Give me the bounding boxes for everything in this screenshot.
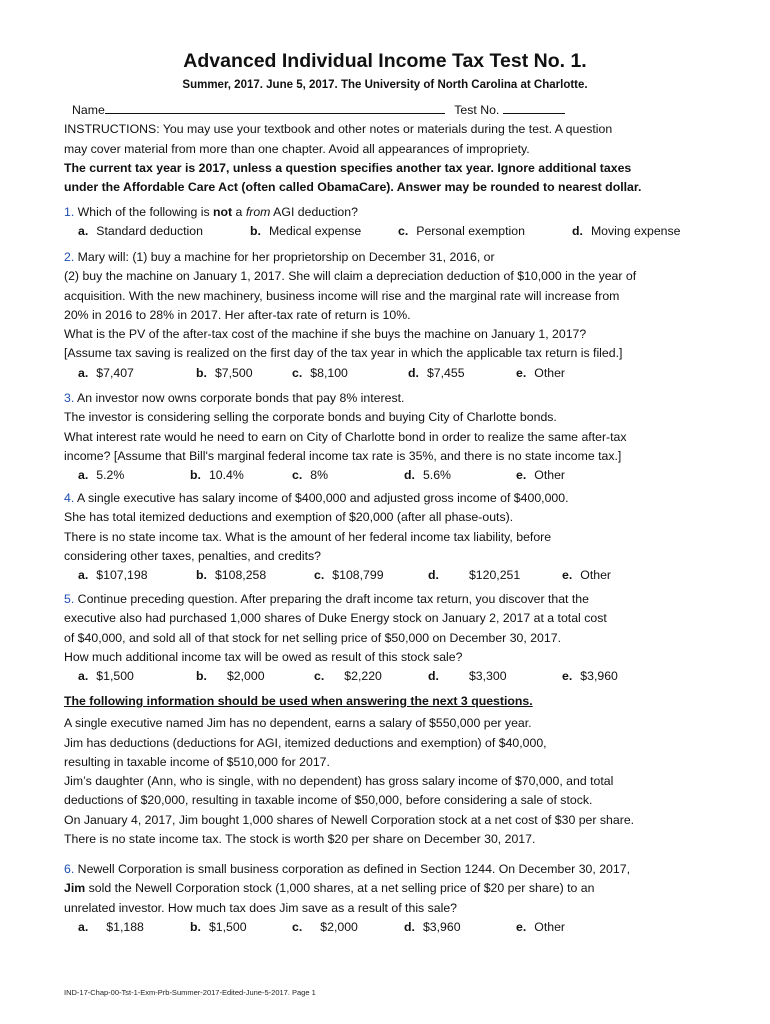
instructions-bold-2: under the Affordable Care Act (often called ObamaCare). Answer may be rounded to nearest dollar. <box>64 180 642 195</box>
page-footer: IND-17-Chap-00-Tst-1-Exm-Prb-Summer-2017-Edited-June-5-2017. Page 1 <box>64 988 316 997</box>
question-5-line: executive also had purchased 1,000 shares of Duke Energy stock on January 2, 2017 at a total cost <box>64 611 607 626</box>
instructions-block <box>64 100 714 197</box>
choice-c[interactable]: c. $8,100 <box>292 365 348 380</box>
question-2-line <box>64 248 714 267</box>
question-text: AGI deduction? <box>270 205 358 219</box>
question-4-line <box>64 489 714 508</box>
scenario-line: A single executive named Jim has no dependent, earns a salary of $550,000 per year. <box>64 716 532 731</box>
test-no-field[interactable] <box>503 100 565 114</box>
question-2 <box>64 248 714 383</box>
question-6-choices <box>64 918 714 937</box>
choice-b[interactable]: b. $2,000 <box>196 669 265 684</box>
question-6 <box>64 860 714 937</box>
page-subtitle: Summer, 2017. June 5, 2017. The University of North Carolina at Charlotte. <box>182 79 588 91</box>
scenario-line: deductions of $20,000, resulting in taxable income of $50,000, before considering a sale of stock. <box>64 793 593 808</box>
question-5-choices <box>64 667 714 686</box>
choice-b[interactable]: b. 10.4% <box>190 468 244 483</box>
question-text: sold the Newell Corporation stock (1,000 shares, at a net selling price of $20 per share) to an <box>85 881 595 896</box>
question-text: Which of the following is <box>74 205 214 219</box>
question-number: 2. <box>64 250 75 264</box>
name-line <box>64 100 714 120</box>
question-1-choices <box>64 222 714 241</box>
scenario-line: resulting in taxable income of $510,000 for 2017. <box>64 754 330 769</box>
choice-d[interactable]: d. $3,960 <box>404 919 461 934</box>
question-5-line: of $40,000, and sold all of that stock for net selling price of $50,000 on December 30, 2017. <box>64 630 561 645</box>
test-no-label: Test No. <box>454 103 500 117</box>
choice-b[interactable]: b. $1,500 <box>190 919 247 934</box>
choice-c[interactable]: c. $2,220 <box>314 669 382 684</box>
choice-e[interactable]: e. Other <box>516 365 566 380</box>
instructions-line-2: may cover material from more than one chapter. Avoid all appearances of impropriety. <box>64 141 530 156</box>
question-text: An investor now owns corporate bonds that pay 8% interest. <box>74 391 405 405</box>
question-4 <box>64 489 714 585</box>
question-text: Mary will: (1) buy a machine for her proprietorship on December 31, 2016, or <box>74 250 495 264</box>
name-label: Name <box>72 103 105 117</box>
choice-b[interactable]: b. $108,258 <box>196 568 267 583</box>
page-title: Advanced Individual Income Tax Test No. 1. <box>183 50 587 72</box>
scenario-line: Jim has deductions (deductions for AGI, itemized deductions and exemption) of $40,000, <box>64 735 547 750</box>
scenario-line: There is no state income tax. The stock is worth $20 per share on December 30, 2017. <box>64 832 536 847</box>
choice-c[interactable]: c. $108,799 <box>314 568 384 583</box>
choice-d[interactable]: d. Moving expense <box>572 224 681 239</box>
question-number: 3. <box>64 391 75 405</box>
question-4-choices <box>64 566 714 585</box>
choice-c[interactable]: c. Personal exemption <box>398 224 525 239</box>
choice-a[interactable]: a. 5.2% <box>78 468 125 483</box>
question-text: a <box>232 205 246 219</box>
question-number: 1. <box>64 205 75 219</box>
choice-d[interactable]: d. $7,455 <box>408 365 465 380</box>
scenario-line: On January 4, 2017, Jim bought 1,000 shares of Newell Corporation stock at a net cost of $30 per share. <box>64 812 635 827</box>
choice-e[interactable]: e. Other <box>516 468 566 483</box>
question-3 <box>64 389 714 485</box>
question-5-line: How much additional income tax will be owed as result of this stock sale? <box>64 649 463 664</box>
choice-a[interactable]: a. $107,198 <box>78 568 148 583</box>
scenario-block <box>64 692 714 849</box>
choice-a[interactable]: a. Standard deduction <box>78 224 203 239</box>
question-3-line: What interest rate would he need to earn on City of Charlotte bond in order to realize the same after-tax <box>64 429 627 444</box>
instructions-line-1: INSTRUCTIONS: You may use your textbook and other notes or materials during the test. A question <box>64 122 613 137</box>
question-3-choices <box>64 466 714 485</box>
question-number: 4. <box>64 491 75 505</box>
question-text: A single executive has salary income of $400,000 and adjusted gross income of $400,000. <box>74 491 569 505</box>
question-number: 5. <box>64 592 75 606</box>
choice-a[interactable]: a. $1,188 <box>78 919 144 934</box>
choice-c[interactable]: c. 8% <box>292 468 329 483</box>
question-2-choices <box>64 364 714 383</box>
question-4-line: considering other taxes, penalties, and credits? <box>64 548 322 563</box>
choice-b[interactable]: b. $7,500 <box>196 365 253 380</box>
question-6-line: unrelated investor. How much tax does Jim save as a result of this sale? <box>64 900 458 915</box>
question-text: Continue preceding question. After preparing the draft income tax return, you discover that the <box>74 592 589 606</box>
choice-a[interactable]: a. $7,407 <box>78 365 134 380</box>
question-2-line: (2) buy the machine on January 1, 2017. She will claim a depreciation deduction of $10,000 in the year of <box>64 269 637 284</box>
question-2-line: 20% in 2016 to 28% in 2017. Her after-tax rate of return is 10%. <box>64 307 411 322</box>
question-2-line: What is the PV of the after-tax cost of the machine if she buys the machine on January 1, 2017? <box>64 327 587 342</box>
question-3-line: income? [Assume that Bill's marginal federal income tax rate is 35%, and there is no state income tax.] <box>64 448 622 463</box>
question-4-line: She has total itemized deductions and exemption of $20,000 (after all phase-outs). <box>64 510 514 525</box>
scenario-heading: The following information should be used when answering the next 3 questions. <box>64 694 533 708</box>
choice-c[interactable]: c. $2,000 <box>292 919 358 934</box>
question-text: Newell Corporation is small business corporation as defined in Section 1244. On December 30, 2017, <box>74 862 630 876</box>
question-5 <box>64 590 714 686</box>
choice-e[interactable]: e. Other <box>562 568 612 583</box>
choice-d[interactable]: d. $120,251 <box>428 568 521 583</box>
question-3-line: The investor is considering selling the corporate bonds and buying City of Charlotte bonds. <box>64 410 557 425</box>
emphasis-not: not <box>213 205 233 219</box>
choice-b[interactable]: b. Medical expense <box>250 224 362 239</box>
question-5-line <box>64 590 714 609</box>
question-number: 6. <box>64 862 75 876</box>
question-1 <box>64 203 714 242</box>
scenario-line: Jim’s daughter (Ann, who is single, with no dependent) has gross salary income of $70,000, and total <box>64 774 614 789</box>
instructions-bold-1: The current tax year is 2017, unless a question specifies another tax year. Ignore additional taxes <box>64 160 632 175</box>
choice-e[interactable]: e. Other <box>516 919 566 934</box>
question-6-line <box>64 879 714 898</box>
question-4-line: There is no state income tax. What is the amount of her federal income tax liability, before <box>64 529 552 544</box>
choice-d[interactable]: d. 5.6% <box>404 468 451 483</box>
question-3-line <box>64 389 714 408</box>
choice-e[interactable]: e. $3,960 <box>562 669 618 684</box>
choice-d[interactable]: d. $3,300 <box>428 669 507 684</box>
emphasis-from: from <box>245 205 271 219</box>
question-6-line <box>64 860 714 879</box>
question-2-line: [Assume tax saving is realized on the first day of the tax year in which the applicable tax return is filed.] <box>64 346 623 361</box>
emphasis-jim: Jim <box>64 881 86 896</box>
name-field[interactable] <box>105 100 445 114</box>
question-1-text <box>64 203 714 222</box>
choice-a[interactable]: a. $1,500 <box>78 669 134 684</box>
question-2-line: acquisition. With the new machinery, business income will rise and the marginal rate will increase from <box>64 288 620 303</box>
